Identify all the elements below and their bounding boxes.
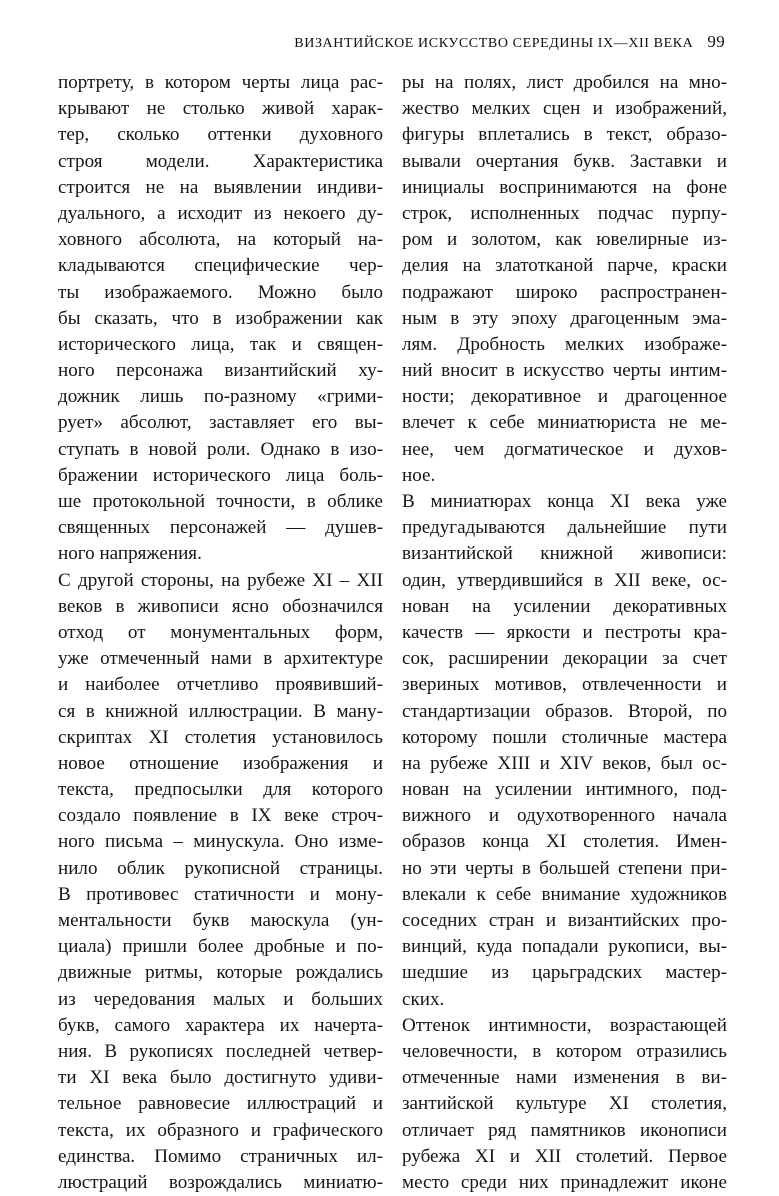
text-line: место среди них принадлежит иконе — [402, 1171, 727, 1193]
text-line: текста, предпосылки для которого — [58, 779, 383, 801]
text-line: уже отмеченный нами в архитектуре — [58, 648, 383, 670]
text-line: отмеченные нами изменения в ви- — [402, 1067, 727, 1089]
text-line: ты изображаемого. Можно было — [58, 281, 383, 303]
text-line: крывают не столько живой харак- — [58, 98, 383, 120]
text-line: ное. — [402, 464, 436, 486]
text-line: священных персонажей — душев- — [58, 517, 383, 539]
text-line: строя модели. Характеристика — [58, 150, 383, 172]
text-line: отличает ряд памятников иконописи — [402, 1119, 727, 1141]
text-line: влечет к себе миниатюриста не ме- — [402, 412, 727, 434]
text-line: подражают широко распространен- — [402, 281, 727, 303]
text-line: тельное равновесие иллюстраций и — [58, 1093, 383, 1115]
text-line: В противовес статичности и мону- — [58, 883, 383, 905]
text-line: текста, их образного и графического — [58, 1119, 383, 1141]
text-line: стандартизации образов. Второй, по — [402, 700, 727, 722]
text-line: дуального, а исходит из некоего ду- — [58, 202, 383, 224]
text-line: вижного и одухотворенного начала — [402, 805, 727, 827]
text-line: дожник лишь по-разному «грими- — [58, 386, 383, 408]
text-line: нее, чем догматическое и духов- — [402, 438, 727, 460]
text-line: из чередования малых и больших — [58, 988, 383, 1010]
text-line: движные ритмы, которые рождались — [58, 962, 383, 984]
text-line: ховного абсолюта, на который на- — [58, 229, 383, 251]
text-line: скриптах XI столетия установилось — [58, 726, 383, 748]
text-line: нован на усилении декоративных — [402, 595, 727, 617]
text-line: зантийской культуре XI столетия, — [402, 1093, 727, 1115]
right-text-column — [402, 70, 727, 1196]
text-line: ше протокольной точности, в облике — [58, 491, 383, 512]
text-line: ром и золотом, как ювелирные из- — [402, 229, 727, 251]
text-line: жество мелких сцен и изображений, — [402, 98, 727, 120]
page-number: 99 — [707, 32, 725, 51]
text-line: фигуры вплетались в текст, образо- — [402, 124, 727, 146]
text-line: на рубеже XIII и XIV веков, был ос- — [402, 752, 727, 774]
text-line: звериных мотивов, отвлеченности и — [402, 674, 727, 696]
text-line: шедшие из царьградских мастер- — [402, 962, 727, 984]
text-line: ских. — [402, 988, 445, 1010]
text-line: Оттенок интимности, возрастающей — [402, 1014, 727, 1036]
text-line: вывали очертания букв. Заставки и — [402, 150, 727, 172]
text-line: ного персонажа византийский ху- — [58, 360, 383, 382]
text-line: нило облик рукописной страницы. — [58, 857, 383, 879]
text-line: портрету, в котором черты лица рас- — [58, 72, 383, 93]
text-line: бы сказать, что в изображении как — [58, 307, 383, 329]
text-line: качеств — яркости и пестроты кра- — [402, 621, 727, 643]
text-line: лям. Дробность мелких изображе- — [402, 333, 727, 355]
text-line: предугадываются дальнейшие пути — [402, 517, 727, 539]
text-line: сок, расширении декорации за счет — [402, 648, 727, 670]
text-line: веков в живописи ясно обозначился — [58, 595, 383, 617]
text-line: отход от монументальных форм, — [58, 621, 383, 643]
text-line: и наиболее отчетливо проявивший- — [58, 674, 383, 696]
text-line: ного напряжения. — [58, 543, 202, 565]
text-line: строк, исполненных подчас пурпу- — [402, 202, 727, 224]
text-line: один, утвердившийся в XII веке, ос- — [402, 569, 727, 591]
text-line: человечности, в котором отразились — [402, 1040, 727, 1062]
running-head-title: ВИЗАНТИЙСКОЕ ИСКУССТВО СЕРЕДИНЫ IX—XII ВЕКА — [294, 36, 694, 51]
text-line: В миниатюрах конца XI века уже — [402, 491, 727, 512]
text-line: инициалы воспринимаются на фоне — [402, 176, 727, 198]
text-line: которому пошли столичные мастера — [402, 726, 727, 748]
text-line: ния. В рукописях последней четвер- — [58, 1040, 383, 1062]
running-head — [294, 32, 725, 52]
text-line: ным в эту эпоху драгоценным эма- — [402, 307, 727, 329]
text-line: но эти черты в большей степени при- — [402, 857, 727, 879]
text-line: кладываются специфические чер- — [58, 255, 383, 277]
text-line: люстраций возрождались миниатю- — [58, 1171, 383, 1193]
text-line: соседних стран и византийских про- — [402, 910, 727, 931]
text-line: строится не на выявлении индиви- — [58, 176, 383, 198]
text-line: циала) пришли более дробные и по- — [58, 936, 383, 958]
text-line: создало появление в IX веке строч- — [58, 805, 383, 827]
text-line: влекали к себе внимание художников — [402, 883, 727, 905]
text-line: ного письма – минускула. Оно изме- — [58, 831, 383, 853]
text-line: ти XI века было достигнуто удиви- — [58, 1067, 383, 1089]
text-line: ступать в новой роли. Однако в изо- — [58, 438, 383, 460]
text-line: исторического лица, так и священ- — [58, 333, 383, 355]
text-line: рует» абсолют, заставляет его вы- — [58, 412, 383, 434]
text-line: нован на усилении интимного, под- — [402, 779, 727, 801]
text-line: винций, куда попадали рукописи, вы- — [402, 936, 727, 958]
text-line: букв, самого характера их начерта- — [58, 1014, 383, 1036]
text-line: единства. Помимо страничных ил- — [58, 1145, 383, 1167]
text-line: византийской книжной живописи: — [402, 543, 727, 565]
text-line: новое отношение изображения и — [58, 752, 383, 774]
text-line: ментальности букв маюскула (ун- — [58, 910, 383, 931]
text-line: С другой стороны, на рубеже XI – XII — [58, 569, 383, 591]
text-line: ности; декоративное и драгоценное — [402, 386, 727, 408]
left-text-column — [58, 70, 383, 1196]
text-line: образов конца XI столетия. Имен- — [402, 831, 727, 853]
text-line: ний вносит в искусство черты интим- — [402, 360, 727, 382]
text-line: бражении исторического лица боль- — [58, 464, 383, 486]
text-line: ры на полях, лист дробился на мно- — [402, 72, 727, 93]
text-line: тер, сколько оттенки духовного — [58, 124, 383, 146]
text-line: ся в книжной иллюстрации. В ману- — [58, 700, 383, 722]
text-line: делия на златотканой парче, краски — [402, 255, 727, 277]
text-line: рубежа XI и XII столетий. Первое — [402, 1145, 727, 1167]
